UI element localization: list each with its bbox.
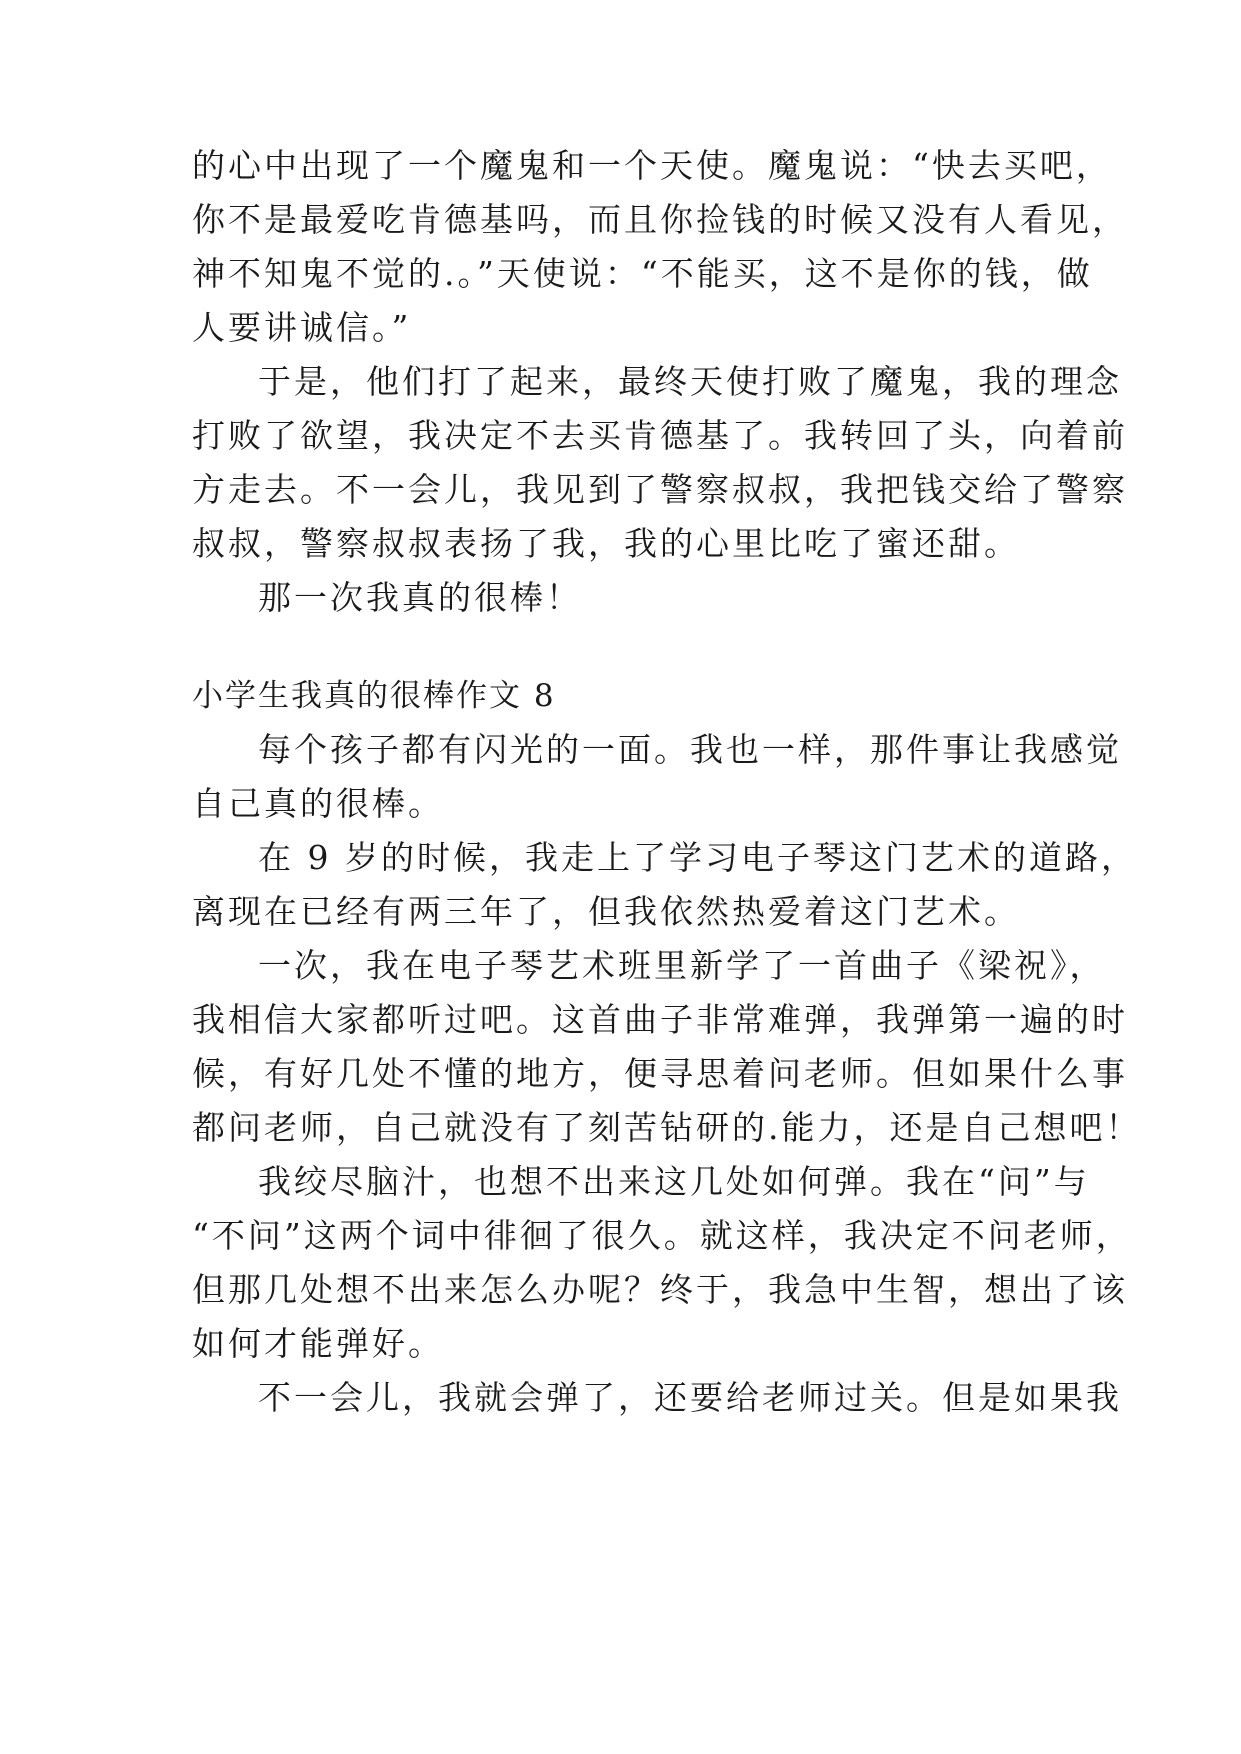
text-line: 我相信大家都听过吧。这首曲子非常难弹，我弹第一遍的时 [192, 1000, 1128, 1039]
text-line: 你不是最爱吃肯德基吗，而且你捡钱的时候又没有人看见， [192, 200, 1128, 239]
text-line: 于是，他们打了起来，最终天使打败了魔鬼，我的理念 [258, 362, 1122, 401]
text-line: 那一次我真的很棒！ [258, 578, 582, 617]
text-line: 叔叔，警察叔叔表扬了我，我的心里比吃了蜜还甜。 [192, 524, 1020, 563]
text-line: 候，有好几处不懂的地方，便寻思着问老师。但如果什么事 [192, 1054, 1128, 1093]
text-line: 我绞尽脑汁，也想不出来这几处如何弹。我在“问”与 [258, 1162, 1090, 1201]
text-line: 如何才能弹好。 [192, 1324, 444, 1363]
text-line: 的心中出现了一个魔鬼和一个天使。魔鬼说：“快去买吧， [192, 146, 1112, 185]
text-line: 每个孩子都有闪光的一面。我也一样，那件事让我感觉 [258, 730, 1122, 769]
text-line: 打败了欲望，我决定不去买肯德基了。我转回了头，向着前 [192, 416, 1128, 455]
text-line: 离现在已经有两三年了，但我依然热爱着这门艺术。 [192, 892, 1020, 931]
text-line: 但那几处想不出来怎么办呢？终于，我急中生智，想出了该 [192, 1270, 1128, 1309]
text-line: 在 9 岁的时候，我走上了学习电子琴这门艺术的道路， [258, 838, 1137, 877]
text-line: 方走去。不一会儿，我见到了警察叔叔，我把钱交给了警察 [192, 470, 1128, 509]
text-line: 人要讲诚信。” [192, 308, 412, 347]
text-line: 神不知鬼不觉的.。”天使说：“不能买，这不是你的钱，做 [192, 254, 1093, 293]
text-line: “不问”这两个词中徘徊了很久。就这样，我决定不问老师， [192, 1216, 1132, 1255]
section-heading: 小学生我真的很棒作文 8 [192, 678, 556, 714]
text-line: 自己真的很棒。 [192, 784, 444, 823]
text-line: 都问老师，自己就没有了刻苦钻研的.能力，还是自己想吧！ [192, 1108, 1142, 1147]
text-line: 不一会儿，我就会弹了，还要给老师过关。但是如果我 [258, 1378, 1122, 1417]
text-line: 一次，我在电子琴艺术班里新学了一首曲子《梁祝》， [258, 946, 1106, 985]
